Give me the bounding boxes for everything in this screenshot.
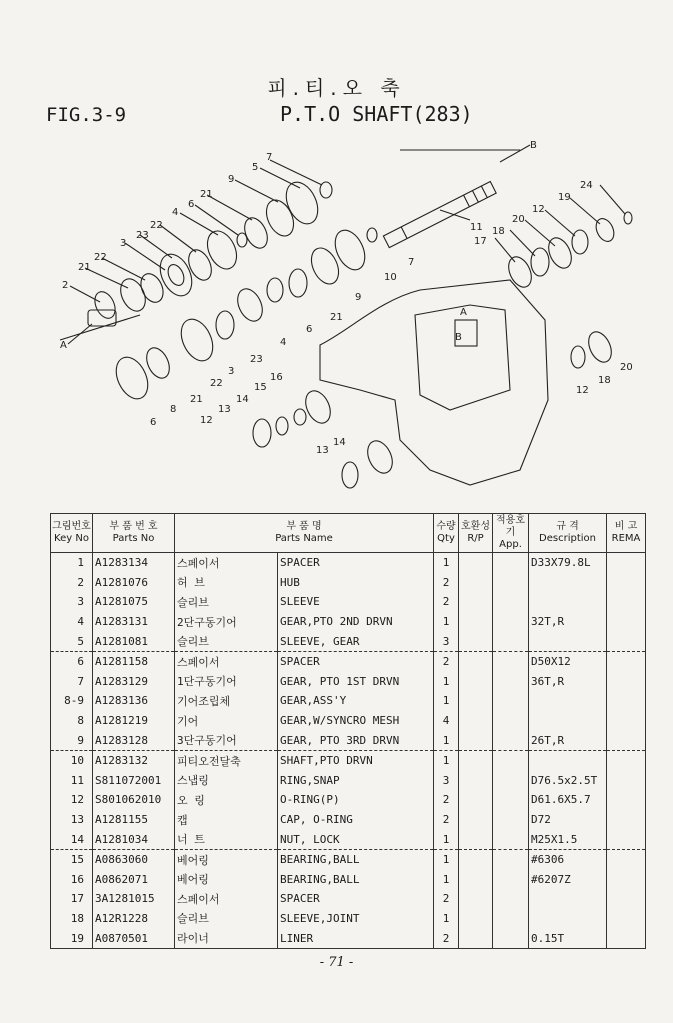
callout-label: 21 xyxy=(330,312,343,323)
table-row: 1 A1283134 스페이서 SPACER 1 D33X79.8L xyxy=(51,553,646,573)
callout-label: 18 xyxy=(492,226,505,237)
callout-label: 21 xyxy=(78,262,91,273)
callout-label: 5 xyxy=(252,162,259,173)
callout-label: 4 xyxy=(172,207,179,218)
callout-label: 17 xyxy=(474,236,487,247)
table-row: 19 A0870501 라이너 LINER 2 0.15T xyxy=(51,928,646,948)
callout-label: 15 xyxy=(254,382,267,393)
callout-label: 7 xyxy=(266,152,273,163)
callout-label: 9 xyxy=(228,174,235,185)
table-row: 3 A1281075 슬리브 SLEEVE 2 xyxy=(51,592,646,612)
callout-label: B xyxy=(455,332,462,343)
callout-label: 22 xyxy=(210,378,223,389)
table-header xyxy=(51,514,646,553)
callout-label: 12 xyxy=(532,204,545,215)
callout-label: 18 xyxy=(598,375,611,386)
sleeve-part xyxy=(593,216,618,245)
figure-number: FIG.3-9 xyxy=(46,104,127,126)
table-row: 2 A1281076 허 브 HUB 2 xyxy=(51,573,646,593)
callout-label: 12 xyxy=(576,385,589,396)
callout-label: 13 xyxy=(218,404,231,415)
callout-label: A xyxy=(60,340,67,351)
callout-label: 13 xyxy=(316,445,329,456)
table-row: 4 A1283131 2단구동기어 GEAR,PTO 2ND DRVN 1 32T,R xyxy=(51,612,646,632)
title-english: P.T.O SHAFT(283) xyxy=(280,102,473,126)
callout-label: 22 xyxy=(150,220,163,231)
table-row: 9 A1283128 3단구동기어 GEAR, PTO 3RD DRVN 1 26T,R xyxy=(51,730,646,750)
title-korean: 피.티.오 축 xyxy=(267,76,406,100)
callout-label: 16 xyxy=(270,372,283,383)
table-row: 17 3A1281015 스페이서 SPACER 2 xyxy=(51,889,646,909)
hub-part xyxy=(175,314,219,366)
table-row: 6 A1281158 스페이서 SPACER 2 D50X12 xyxy=(51,651,646,671)
callout-label: 23 xyxy=(250,354,263,365)
callout-label: 7 xyxy=(408,257,415,268)
header-rp: 호환성 R/P xyxy=(459,514,493,553)
callout-label: 14 xyxy=(236,394,249,405)
callout-label: 8 xyxy=(170,404,177,415)
callout-label: 19 xyxy=(558,192,571,203)
table-row: 8 A1281219 기어 GEAR,W/SYNCRO MESH 4 xyxy=(51,711,646,731)
gear-part xyxy=(306,244,344,289)
callout-label: 6 xyxy=(188,199,195,210)
header-description: 규 격 Description xyxy=(529,514,607,553)
callout-label: 10 xyxy=(384,272,397,283)
callout-label: 3 xyxy=(120,238,127,249)
callout-label: 4 xyxy=(280,337,287,348)
callout-label: 24 xyxy=(580,180,593,191)
table-row: 12 S801062010 오 링 O-RING(P) 2 D61.6X5.7 xyxy=(51,790,646,810)
gear-part xyxy=(110,352,154,404)
callout-label: 11 xyxy=(470,222,483,233)
header-parts-no: 부 품 번 호 Parts No xyxy=(93,514,175,553)
header-app: 적용호기 App. xyxy=(493,514,529,553)
header-parts-name: 부 품 명 Parts Name xyxy=(175,514,434,553)
header-qty: 수량 Qty xyxy=(434,514,459,553)
table-row: 16 A0862071 베어링 BEARING,BALL 1 #6207Z xyxy=(51,870,646,890)
liner-part xyxy=(584,328,616,365)
bearing-part xyxy=(301,387,335,427)
callout-label: 20 xyxy=(512,214,525,225)
callout-label: B xyxy=(530,140,537,151)
callout-label: 12 xyxy=(200,415,213,426)
table-row: 8-9 A1283136 기어조립체 GEAR,ASS'Y 1 xyxy=(51,691,646,711)
table-row: 11 S811072001 스냅링 RING,SNAP 3 D76.5x2.5T xyxy=(51,771,646,791)
gear-part xyxy=(280,177,324,229)
table-row: 18 A12R1228 슬리브 SLEEVE,JOINT 1 xyxy=(51,909,646,929)
table-row: 10 A1283132 피티오전달축 SHAFT,PTO DRVN 1 xyxy=(51,750,646,770)
callout-label: 2 xyxy=(62,280,69,291)
table-row: 15 A0863060 베어링 BEARING,BALL 1 #6306 xyxy=(51,849,646,869)
callout-label: A xyxy=(460,307,467,318)
hub-part xyxy=(154,249,198,301)
callout-label: 21 xyxy=(200,189,213,200)
callout-label: 14 xyxy=(333,437,346,448)
callout-label: 21 xyxy=(190,394,203,405)
callout-label: 3 xyxy=(228,366,235,377)
header-remarks: 비 고 REMA xyxy=(607,514,646,553)
housing-outline xyxy=(320,280,548,485)
header-key-no: 그림번호 Key No xyxy=(51,514,93,553)
table-row: 13 A1281155 캡 CAP, O-RING 2 D72 xyxy=(51,810,646,830)
callout-label: 22 xyxy=(94,252,107,263)
snap-ring-part xyxy=(91,289,119,322)
table-row: 5 A1281081 슬리브 SLEEVE, GEAR 3 xyxy=(51,631,646,651)
exploded-parts-diagram xyxy=(0,140,673,500)
page-number: - 71 - xyxy=(319,955,354,970)
callout-label: 6 xyxy=(150,417,157,428)
callout-label: 9 xyxy=(355,292,362,303)
gear-part xyxy=(329,225,370,274)
table-row: 7 A1283129 1단구동기어 GEAR, PTO 1ST DRVN 1 36T,R xyxy=(51,672,646,692)
callout-label: 6 xyxy=(306,324,313,335)
parts-table xyxy=(50,513,646,949)
callout-label: 23 xyxy=(136,230,149,241)
cap-part xyxy=(363,437,397,477)
callout-label: 20 xyxy=(620,362,633,373)
table-row: 14 A1281034 너 트 NUT, LOCK 1 M25X1.5 xyxy=(51,829,646,849)
